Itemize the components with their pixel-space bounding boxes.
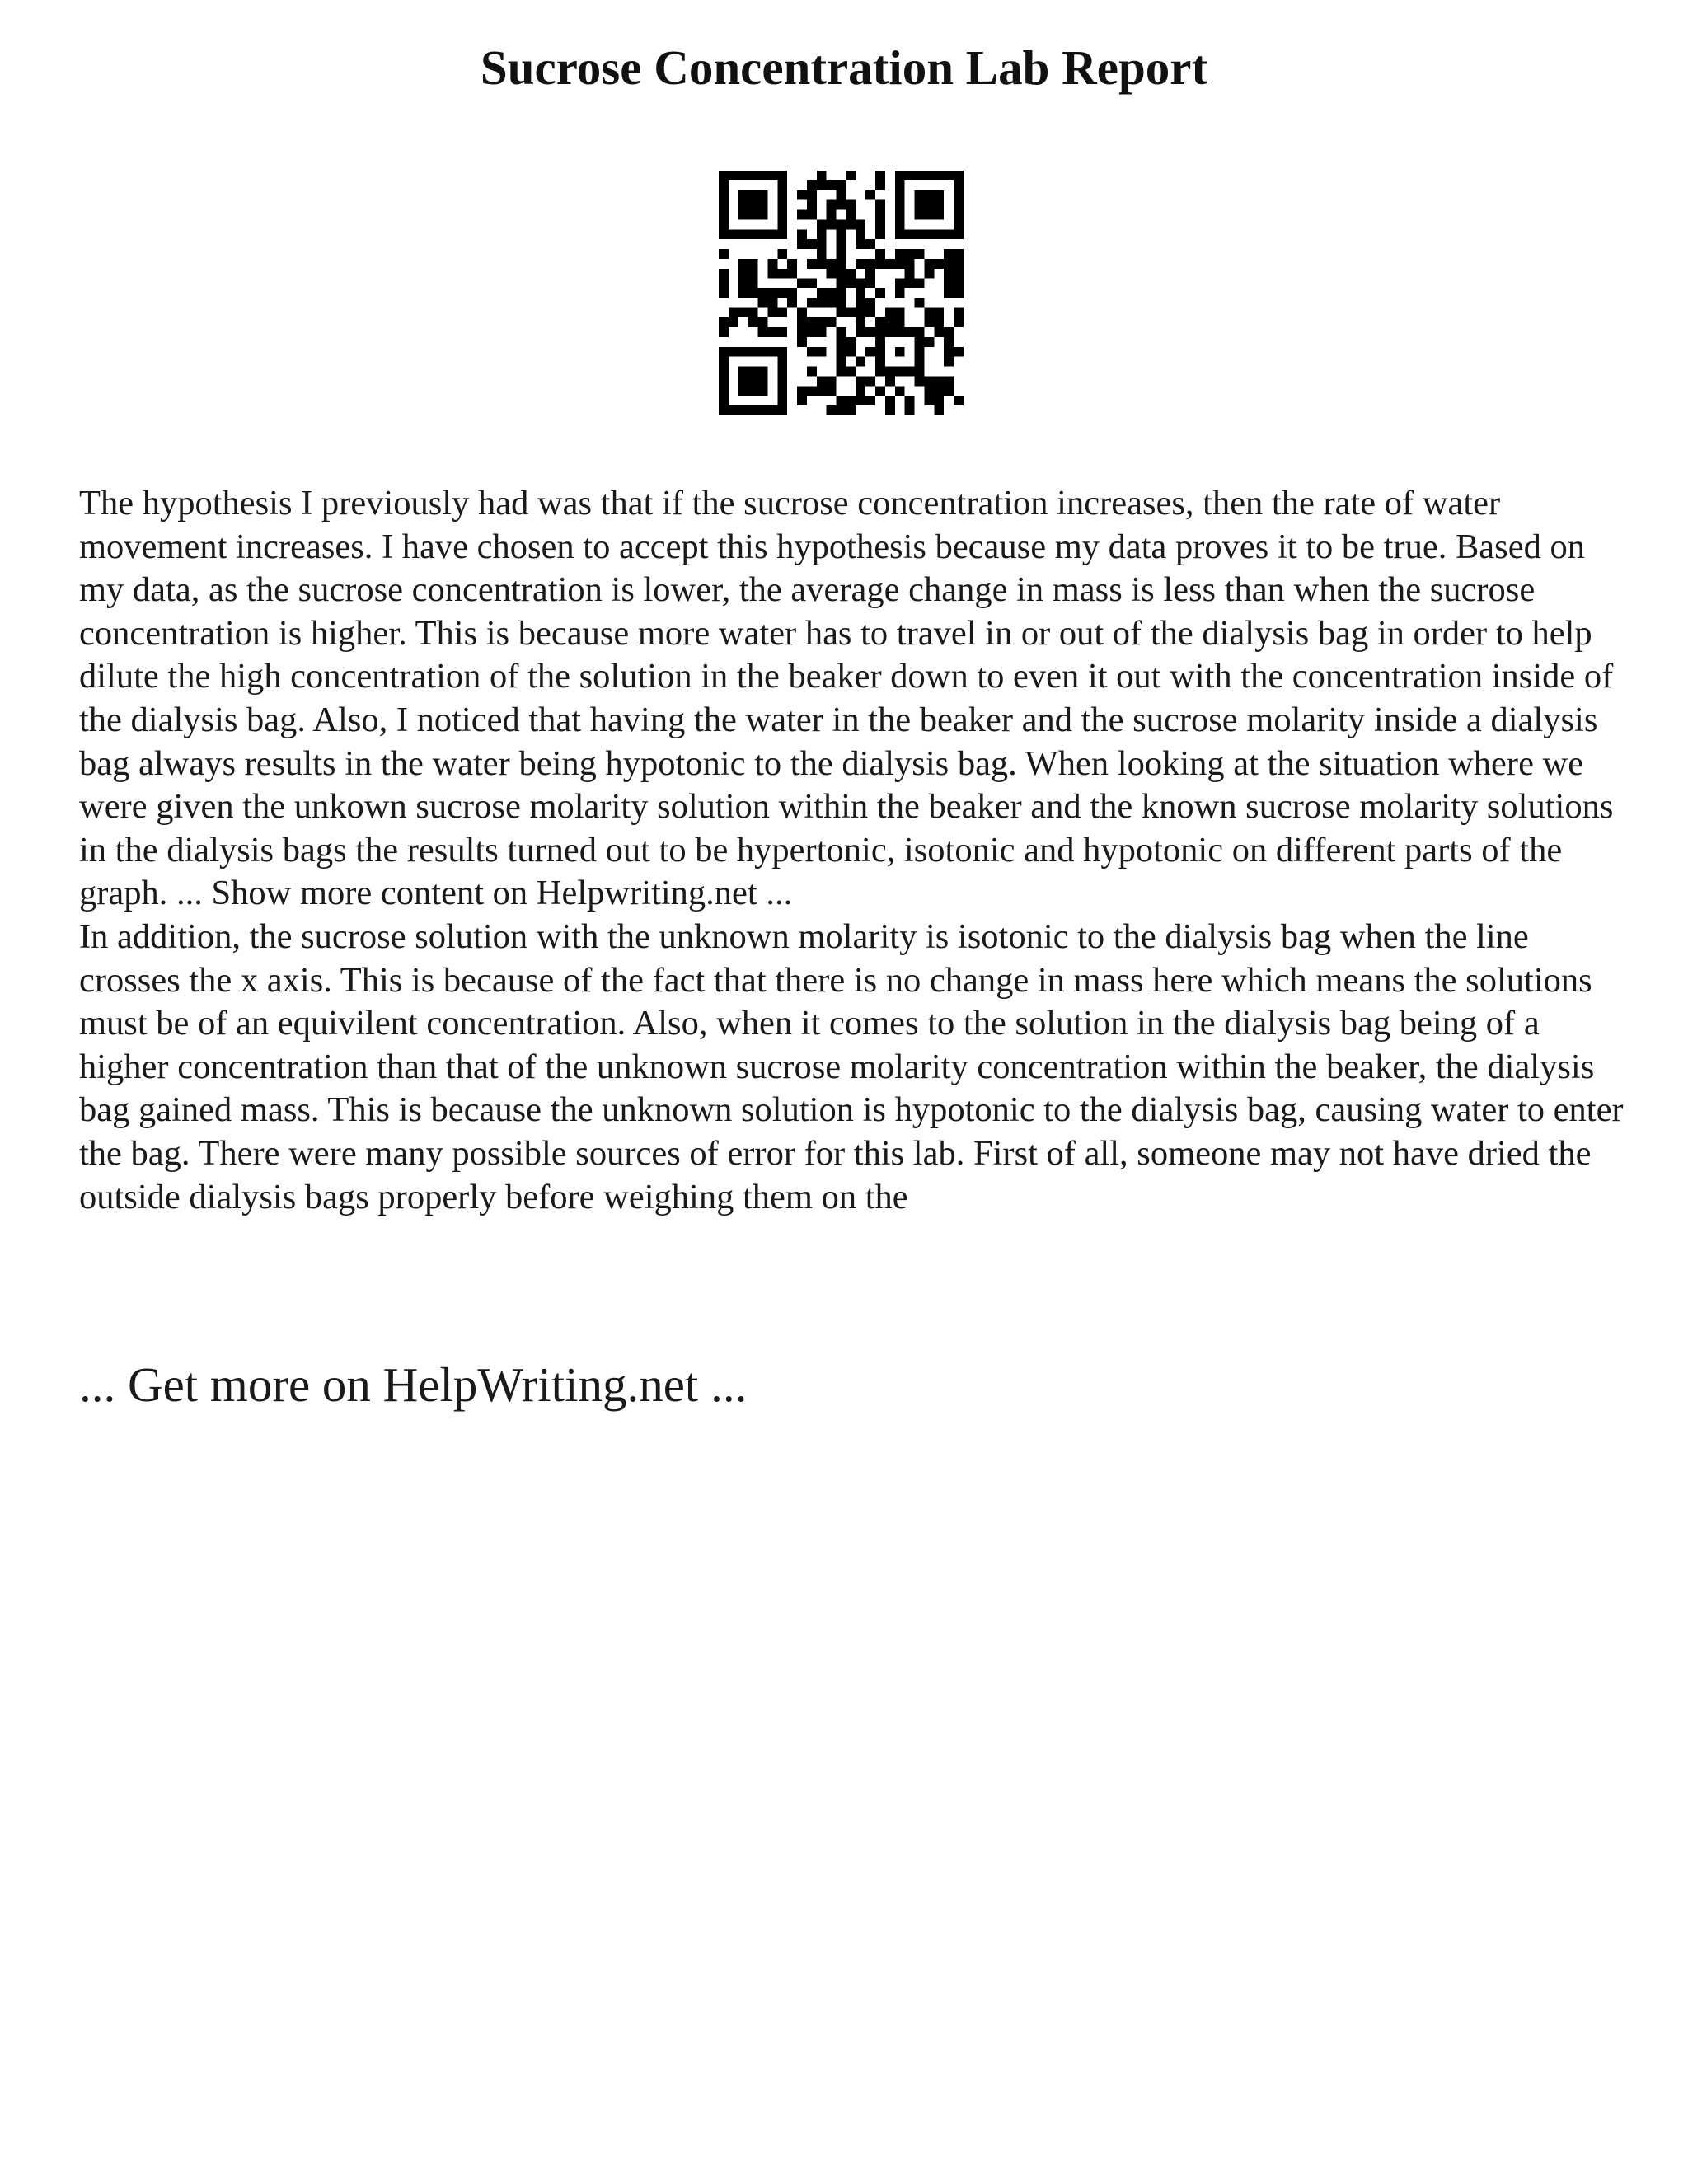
qr-code-icon	[719, 171, 964, 415]
paragraph: The hypothesis I previously had was that if the sucrose concentration increases, then the rate of water movement increases. I have chosen to accept this hypothesis because my data proves it to be true. Based on my data, as the sucrose concentration is lower, the average change in mass is less than when the sucrose concentration is higher. This is because more water has to travel in or out of the dialysis bag in order to help dilute the high concentration of the solution in the beaker down to even it out with the concentration inside of the dialysis bag. Also, I noticed that having the water in the beaker and the sucrose molarity inside a dialysis bag always results in the water being hypotonic to the dialysis bag. When looking at the situation where we were given the unkown sucrose molarity solution within the beaker and the known sucrose molarity solutions in the dialysis bags the results turned out to be hypertonic, isotonic and hypotonic on different parts of the graph. ... Show more content on Helpwriting.net ...	[79, 484, 1614, 913]
get-more-link[interactable]: ... Get more on HelpWriting.net ...	[79, 1357, 748, 1412]
body-text	[79, 482, 1629, 1219]
page-title: Sucrose Concentration Lab Report	[480, 40, 1208, 95]
paragraph: In addition, the sucrose solution with the unknown molarity is isotonic to the dialysis bag when the line crosses the x axis. This is because of the fact that there is no change in mass here which means the solutions must be of an equivilent concentration. Also, when it comes to the solution in the dialysis bag being of a higher concentration than that of the unknown sucrose molarity concentration within the beaker, the dialysis bag gained mass. This is because the unknown solution is hypotonic to the dialysis bag, causing water to enter the bag. There were many possible sources of error for this lab. First of all, someone may not have dried the outside dialysis bags properly before weighing them on the	[79, 916, 1624, 1216]
